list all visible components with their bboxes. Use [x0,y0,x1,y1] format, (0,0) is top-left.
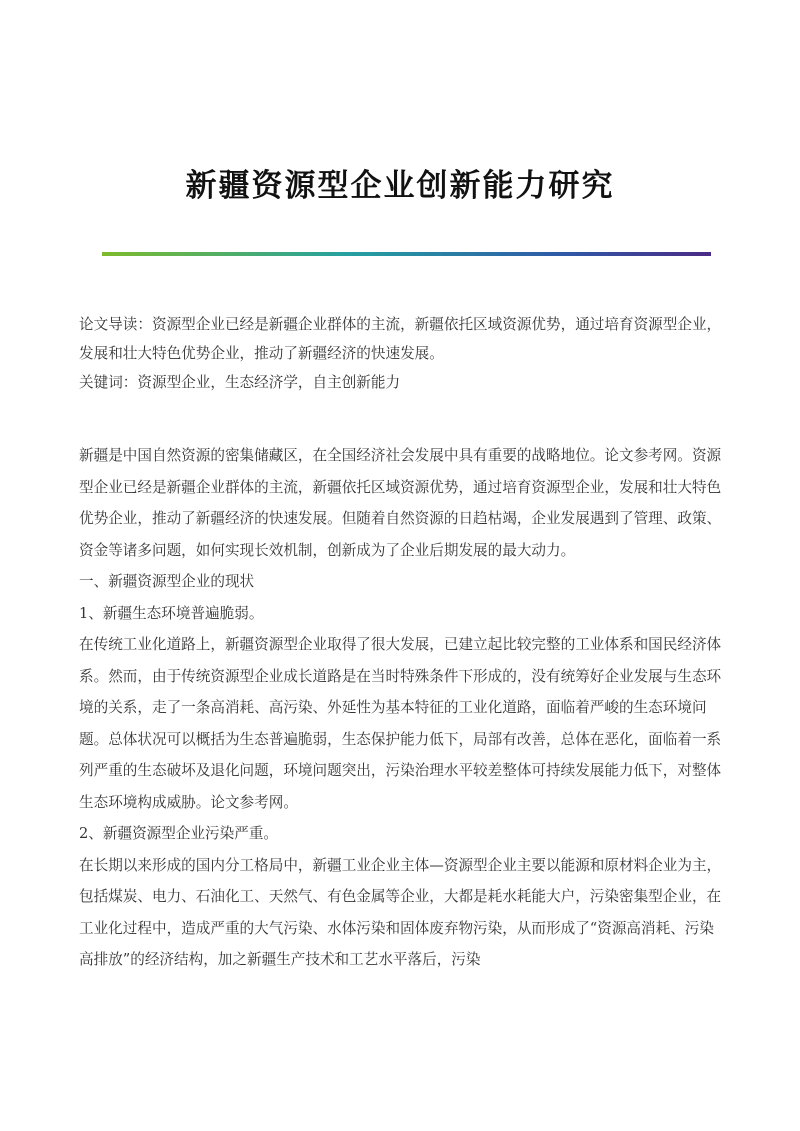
abstract-section [79,310,722,397]
subsection-paragraph-1: 在传统工业化道路上，新疆资源型企业取得了很大发展，已建立起比较完整的工业体系和国民经济体系。然而，由于传统资源型企业成长道路是在当时特殊条件下形成的，没有统筹好企业发展与生态环境的关系，走了一条高消耗、高污染、外延性为基本特征的工业化道路，面临着严峻的生态环境问题。总体状况可以概括为生态普遍脆弱，生态保护能力低下，局部有改善，总体在恶化，面临着一系列严重的生态破坏及退化问题，环境问题突出，污染治理水平较差整体可持续发展能力低下，对整体生态环境构成威胁。论文参考网。 [79,636,722,811]
title-divider [102,252,711,256]
intro-paragraph: 新疆是中国自然资源的密集储藏区，在全国经济社会发展中具有重要的战略地位。论文参考网。资源型企业已经是新疆企业群体的主流，新疆依托区域资源优势，通过培育资源型企业，发展和壮大特色优势企业，推动了新疆经济的快速发展。但随着自然资源的日趋枯竭，企业发展遇到了管理、政策、资金等诸多问题，如何实现长效机制，创新成为了企业后期发展的最大动力。 [79,447,722,559]
body-section [79,440,722,976]
abstract-lead: 论文导读：资源型企业已经是新疆企业群体的主流，新疆依托区域资源优势，通过培育资源型企业，发展和壮大特色优势企业，推动了新疆经济的快速发展。 [79,316,722,362]
document-title: 新疆资源型企业创新能力研究 [185,168,615,204]
subsection-paragraph-2: 在长期以来形成的国内分工格局中，新疆工业企业主体—资源型企业主要以能源和原材料企业为主，包括煤炭、电力、石油化工、天然气、有色金属等企业，大都是耗水耗能大户，污染密集型企业，在工业化过程中，造成严重的大气污染、水体污染和固体废弃物污染，从而形成了“资源高消耗、污染高排放”的经济结构，加之新疆生产技术和工艺水平落后，污染 [79,856,722,968]
subsection-heading-1: 1、新疆生态环境普遍脆弱。 [79,604,264,622]
keywords: 关键词：资源型企业，生态经济学，自主创新能力 [79,374,401,391]
subsection-heading-2: 2、新疆资源型企业污染严重。 [79,825,279,842]
section-heading: 一、新疆资源型企业的现状 [79,573,255,590]
